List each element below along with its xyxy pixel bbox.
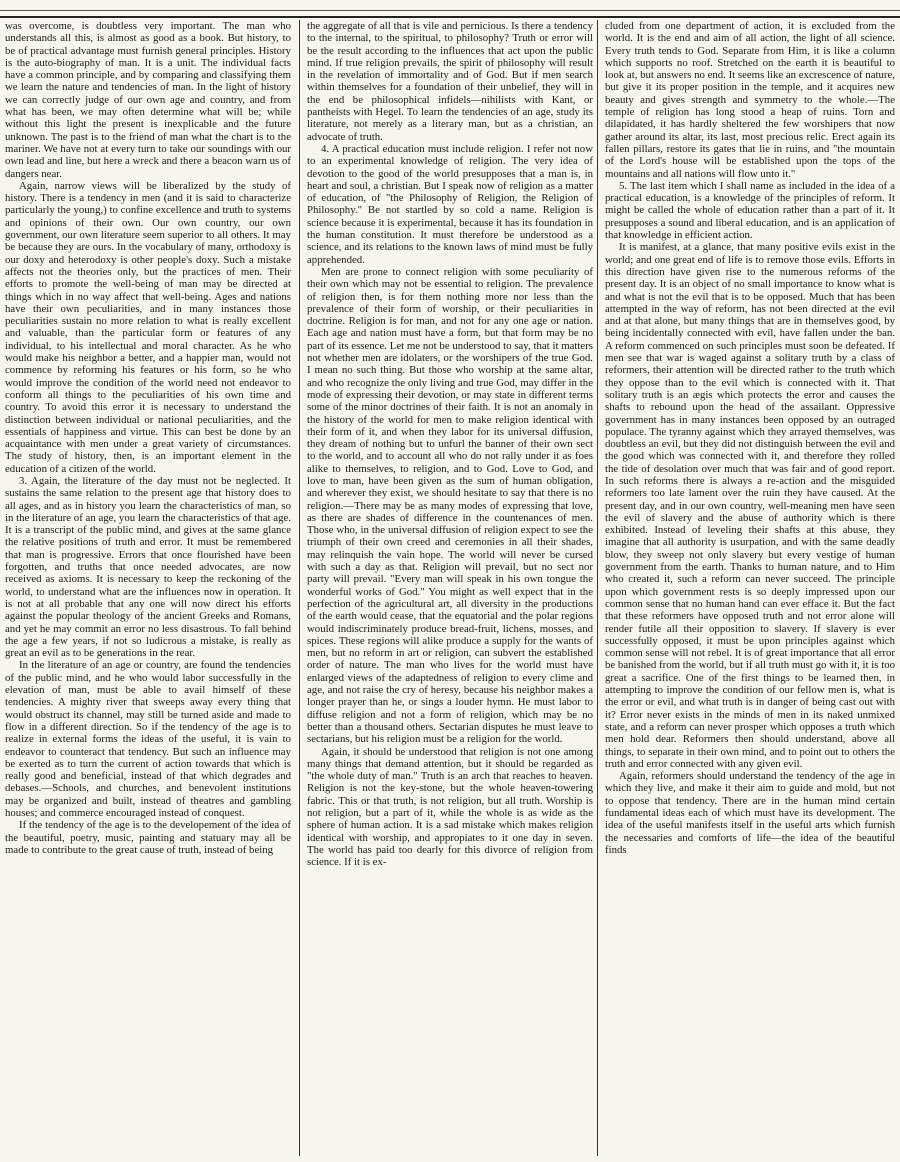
paragraph: 4. A practical education must include religion. I refer not now to an experimental knowledge of religion. The very idea of devotion to the good of the world presupposes that a man is, in heart and soul, a christian. But I speak now of religion as a matter of education, of "the Philosophy of Religion, the Religion of Philosophy." Be not startled by so cold a name. Religion is science because it is experimental, because it has its foundation in the human constitution. It must therefore be understood as a science, and its relations to the known laws of mind must be fully apprehended. [307, 142, 593, 266]
column-1 [5, 20, 291, 1156]
column-3 [605, 20, 895, 1156]
paragraph: was overcome, is doubtless very important. The man who understands all this, is almost as good as a book. But history, to be of practical advantage must furnish general principles. History is the auto-biography of man. It is a unit. The individual facts have a common principle, and by comparing and classifying them we learn the nature and tendencies of man. In the light of history we can correctly judge of our own age and country, and from what has been, we may often determine what will be; while without this light the present is inexplicable and the future unknown. The past is to the friend of man what the chart is to the mariner. We have not at every turn to take our soundings with our own lead and line, but here a wreck and there a beacon warn us of dangers near. [5, 20, 291, 180]
column-2 [307, 20, 593, 1156]
paragraph: the aggregate of all that is vile and pernicious. Is there a tendency to the internal, to the spiritual, to philosophy? Truth or error will be the result according to the influences that act upon the public mind. If true religion prevails, the spirit of philosophy will result in the revelation of immortality and of God. But if men search within themselves for a foundation of their unbelief, they will in the end be philosophical infidels—nihilists with Kant, or pantheists with Hegel. To learn the tendencies of an age, study its literature, not merely as a literary man, but as a christian, an advocate of truth. [307, 20, 593, 143]
paragraph: If the tendency of the age is to the developement of the idea of the beautiful, poetry, music, painting and statuary may all be made to contribute to the great cause of truth, instead of being [5, 819, 291, 856]
paragraph: Again, narrow views will be liberalized by the study of history. There is a tendency in men (and it is said to characterize particularly the young,) to confine excellence and truth to systems and opinions of their own. Our own country, our own government, our own literature seem superior to all others. It may be because they are ours. In the vocabulary of many, orthodoxy is our doxy and heterodoxy is other people's doxy. Such a mistake affects not the theories only, but the practices of men. Their efforts to promote the well-being of man may be directed at things which in no way affect that well-being. Ages and nations have their own peculiarities, and in many instances those peculiarities sustain no more relation to what is really excellent and valuable, than the particular form or features of any individual, to his intellectual and moral character. As he who would make his neighbor a better, and a happier man, would not commence by reforming his features or his form, so he who would improve the condition of the world need not endeavor to conform all things to the peculiarities of his own time and country. To avoid this error it is necessary to understand the distinction between individual or national peculiarities, and the essentials of happiness and virtue. This can best be done by an acquaintance with men under a great variety of circumstances. The study of history, then, is an important element in the education of a citizen of the world. [5, 179, 291, 475]
paragraph: 3. Again, the literature of the day must not be neglected. It sustains the same relation to the present age that history does to all ages, and as in history you learn the characteristics of man, so in the literature of an age, you learn the characteristics of that age. It is a transcript of the public mind, and gives at the same glance the relative positions of truth and error. It must be remembered that man is progressive. Errors that once flourished have been forgotten, and truths that once needed advocates, are now received as axioms. It is necessary to keep the reckoning of the world, to understand what are the influences now in operation. It is not at all probable that any one will now direct his efforts against the popular theology of the ancient Greeks and Romans, and yet he may commit an error no less disastrous. To fall behind the age a few years, if not so ludicrous a mistake, is really as great an evil as to be generations in the rear. [5, 474, 291, 660]
column-divider [299, 20, 300, 1156]
paragraph: cluded from one department of action, it is excluded from the world. It is the end and aim of all action, the light of all science. Every truth tends to God. Separate from Him, it is like a column which supports no roof. Stretched on the earth it is beautiful to look at, but answers no end. It seems like an excrescence of nature, but give it its proper position in the temple, and it acquires new beauty and gives strength and symmetry to the whole.—The temple of religion has long stood a heap of ruins. Torn and dilapidated, it has hardly sheltered the few worshipers that now gather around its altar, its last, most precious relic. Erect again its fallen pillars, restore its gates that lie in ruins, and "the mountain of the Lord's house will be established upon the tops of the mountains and all nations will flow unto it." [605, 20, 895, 180]
paragraph: 5. The last item which I shall name as included in the idea of a practical education, is a knowledge of the principles of reform. It might be called the whole of education rather than a part of it. It presupposes a sound and liberal education, and is an application of that knowledge in efficient action. [605, 179, 895, 242]
top-rule [0, 0, 900, 18]
paragraph: In the literature of an age or country, are found the tendencies of the public mind, and he who would labor successfully in the elevation of man, must be able to avail himself of these tendencies. A mighty river that sweeps away every thing that would obstruct its channel, may still be turned aside and made to flow in a different direction. So if the tendency of the age is to realize in external forms the ideas of the useful, it is vain to endeavor to counteract that tendency. But such an influence may be exerted as to turn the current of action towards that which is really good and beneficial, instead of that which degrades and debases.—Schools, and churches, and benevolent institutions may be organized and built, instead of theatres and gambling houses; and commerce encouraged instead of conquest. [5, 659, 291, 819]
paragraph: Again, reformers should understand the tendency of the age in which they live, and make it their aim to guide and mold, but not to oppose that tendency. There are in the human mind certain fundamental ideas each of which must have its development. The idea of the useful manifests itself in the useful arts which furnish the necessaries and comforts of life—the idea of the beautiful finds [605, 770, 895, 856]
paragraph: Again, it should be understood that religion is not one among many things that demand attention, but it should be regarded as "the whole duty of man." Truth is an arch that reaches to heaven. Religion is not the key-stone, but the whole heaven-towering fabric. This or that truth, is not religion, but all truth. Worship is not religion, but a part of it, while the whole is as wide as the sphere of human action. It is a sad mistake which makes religion identical with worship, and appropiates to it one day in seven. The world has paid too dearly for this divorce of religion from science. If it is ex- [307, 745, 593, 869]
paragraph: It is manifest, at a glance, that many positive evils exist in the world; and one great end of life is to remove those evils. Efforts in this direction have given rise to the numerous reforms of the present day. It is an object of no small importance to know what is and what is not the evil that is to be opposed. Much that has been attempted in the way of reform, has not been directed at the evil and at that alone, but many things that are in themselves good, by being incidentally connected with evil, have fallen under the ban. A reform commenced on such principles must soon be defeated. If men see that war is waged against a solitary truth by a class of reformers, their attention will be directed rather to the truth which they oppose than to the evil which is connected with it. That solitary truth is an ægis which protects the error and causes the shafts to rebound upon the head of the assailant. Oppressive government has in many instances been opposed by an outraged populace. The tyranny against which they arrayed themselves, was doubtless an evil, but they did not distinguish between the evil and the good which was connected with it, and therefore they rolled the tide of desolation over much that was fair and of good report. In such reforms there is always a re-action and the misguided reformers too late lament over the ruin they have caused. At the present day, and in our own country, well-meaning men have seen the evil of slavery and the abuse of authority which is there exhibited. Instead of leveling their shafts at this abuse, they imagine that all authority is usurpation, and with the same deadly blow, they sweep not only slavery but every vestige of human government from the earth. Thanks to human nature, and to Him who created it, such a reform can never succeed. The principle upon which government rests is so deeply impressed upon our common sense that no human hand can ever efface it. But the fact that these reformers have opposed truth and not error alone will render futile all their opposition to slavery. If slavery is ever successfully opposed, it must be upon principles against which common sense will not rebel. It is of great importance that all error be banished from the world, but if all truth must go with it, it is too great a sacrifice. One of the first things to be learned then, in attempting to improve the condition of our fellow men is, what is the error or evil, and what truth is in danger of being cast out with it? Error never exists in the minds of men in its naked unmixed state, and a reform can never prosper which opposes a truth which men hold dear. Reformers then should understand, above all things, to separate in their own mind, and to point out to others the truth and error connected with any given evil. [605, 241, 895, 770]
column-divider [597, 20, 598, 1156]
paragraph: Men are prone to connect religion with some peculiarity of their own which may not be essential to religion. The prevalence of religion then, is for them nothing more nor less than the prevalence of their form of worship, or their peculiarities in doctrine. Religion is for man, and not for any one age or nation. Each age and nation must have a form, but that form may be no part of its essence. Let me not be understood to say, that it matters not whether men are idolaters, or the worshipers of the true God. I mean no such thing. But those who worship at the same altar, and who recognize the only living and true God, may differ in the mode of expressing their devotion, or may state in different terms some of the minor doctrines of their faith. It is not an anomaly in the history of the world for men to make religion identical with their form of it, and when they labor for its universal diffusion, they dream of nothing but to unfurl the banner of their own sect to the world, and to account all who do not rally under it as foes alike to themselves, to religion, and to God. Love to God, and love to man, have been given as the sum of human obligation, and wherever they exist, we should hesitate to say that there is no religion.—There may be as many modes of expressing that love, as there are shades of difference in the countenances of men. Those who, in the universal diffusion of religion expect to see the triumph of their own creed and ceremonies in all their shades, may relinquish the vain hope. The world will never be cursed with such a day as that. Religion will prevail, but no sect nor party will prevail. "Every man will speak in his own tongue the wonderful works of God." You might as well expect that in the perfection of the agricultural art, all diversity in the productions of the earth would cease, that the equatorial and the polar regions would indiscriminately produce bread-fruit, lichens, mosses, and spices. These regions will alike produce a supply for the wants of men, but no reform in art or religion, can subvert the established order of nature. The man who lives for the world must have enlarged views of the adaptedness of religion to every clime and age, and not raise the cry of heresy, because his neighbor makes a longer prayer than he, or sings a louder hymn. He must labor to diffuse religion and not a form of religion, which may be no better than a thousand others. Sectarian disputes he must leave to sectarians, but his religion must be a religion for the world. [307, 265, 593, 746]
